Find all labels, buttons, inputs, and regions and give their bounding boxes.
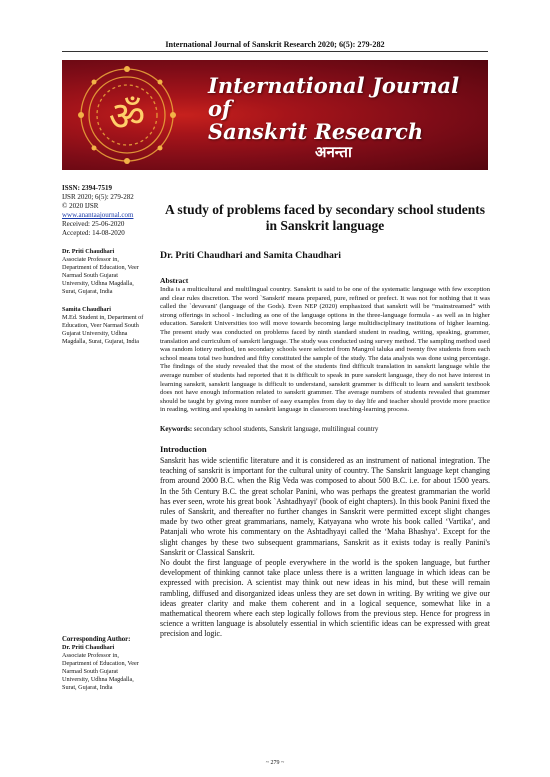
introduction-heading: Introduction — [160, 443, 207, 454]
corresponding-author-line: Department of Education, Veer — [62, 660, 139, 667]
keywords-text: secondary school students, Sanskrit language, multilingual country — [193, 425, 379, 433]
svg-text:ॐ: ॐ — [108, 94, 146, 140]
affiliation-line: Narmad South Gujarat — [62, 272, 119, 279]
affiliation-line: Gujarat University, Udhna — [62, 330, 128, 337]
keywords — [160, 425, 490, 434]
affiliation-name: Dr. Priti Chaudhari — [62, 248, 115, 255]
article-metadata — [62, 184, 150, 346]
keywords-label: Keywords: — [160, 425, 193, 433]
banner-title — [208, 74, 488, 143]
affiliation-line: Surat, Gujarat, India — [62, 288, 113, 295]
journal-website-link[interactable]: www.anantaajournal.com — [62, 211, 134, 219]
issue-reference: IJSR 2020; 6(5): 279-282 — [62, 193, 134, 201]
banner-title-line1: International Journal of — [208, 73, 460, 121]
introduction-paragraph: No doubt the first language of people everywhere in the world is the spoken language, but further development of thinking cannot take place unless there is a written language in which ideas can be expressed with precision. A scientist may think out new ideas in his mind, but these will remain rambling, diffused and disorganized ideas unless they are set down in writing. By writing we give our ideas greater clarity and make them coherent and in a logical sequence, somewhat like in a mathematical theorem where each step logically follows from the previous step. Hence for progress in science a written language is absolutely essential in which scientific ideas can be expressed with great precision and logic. — [160, 557, 490, 639]
page-number: ~ 279 ~ — [265, 760, 285, 766]
corresponding-author-line: University, Udhna Magdalla, — [62, 676, 134, 683]
article-authors: Dr. Priti Chaudhari and Samita Chaudhari — [160, 250, 341, 261]
banner-subtitle: अनन्ता — [315, 143, 352, 161]
corresponding-author-label: Corresponding Author: — [62, 636, 131, 643]
abstract-text: India is a multicultural and multilingual country. Sanskrit is said to be one of the systematic language with few exception and clear rules discretion. The word `Sanskrit' means prepared, pure, refined or prefect. It was not for nothing that it was called the `devavani' (language of the Gods). Even NEP (2020) emphasized that sanskrit will be “mainstreamed” with strong offerings in school - including as one of the language options in the three-language formula - as well as in higher education. Sanskrit Universities too will move towards becoming large multidisciplinary institutions of higher learning. The present study was conducted on problems faced by ninth standard student in reading, writing, speaking, grammer, translation and curriculum of sanskrit language. The study was conducted using survey method. The sampling method used was random lottery method, ten secondary schools were selected from Mangrol taluka and twenty five students from each school means total two hundred and fifty constituted the sample of the study. The data analysis was done using percentage. The findings of the study revealed that the most of the students find difficult translation in sanskrit language while the average number of students had reported that it is difficult to speak in pure sanskrit language, they do not have interest in learning sanskrit, sanskrit language is difficult to understand, sanskrit grammer is difficult to learn and sanskrit textbook does not have enough information related to sanskrit grammer. The average numbers of students revealed that grammer should be taught by giving more number of easy examples from day to day life and teacher should provide more practice in reading, writing and speaking in sanskrit language in classroom teaching-learning process. — [160, 286, 490, 414]
article-title: A study of problems faced by secondary school students in Sanskrit language — [164, 202, 486, 233]
accepted-date: Accepted: 14-08-2020 — [62, 229, 125, 237]
affiliation-line: Department of Education, Veer — [62, 264, 139, 271]
banner-title-line2: Sanskrit Research — [208, 119, 424, 144]
affiliation-line: Associate Professor in, — [62, 256, 119, 263]
corresponding-author-line: Associate Professor in, — [62, 652, 119, 659]
issn: ISSN: 2394-7519 — [62, 184, 112, 192]
corresponding-author — [62, 636, 150, 692]
article-body — [160, 276, 490, 640]
received-date: Received: 25-06-2020 — [62, 220, 125, 228]
om-symbol-icon — [72, 64, 182, 166]
abstract-heading: Abstract — [160, 276, 189, 285]
journal-banner — [62, 60, 488, 170]
affiliation-line: Magdalla, Surat, Gujarat, India — [62, 338, 139, 345]
header-divider — [62, 51, 488, 52]
affiliation-line: Education, Veer Narmad South — [62, 322, 139, 329]
affiliation-line: M.Ed. Student in, Department of — [62, 314, 144, 321]
corresponding-author-line: Narmad South Gujarat — [62, 668, 119, 675]
copyright: © 2020 IJSR — [62, 202, 99, 210]
journal-header: International Journal of Sanskrit Research 2020; 6(5): 279-282 — [165, 40, 385, 49]
corresponding-author-line: Surat, Gujarat, India — [62, 684, 113, 691]
introduction-paragraph: Sanskrit has wide scientific literature and it is considered as an instrument of national integration. The teaching of sanskrit is important for the cultural unity of country. The Sanskrit language kept changing from around 2000 B.C. when the Rig Veda was composed to about 500 B.C. i.e. for about 1500 years. In the 5th Century B.C. the great scholar Panini, who was perhaps the greatest grammarian the world has ever seen, wrote his great book `Ashtadhyayi' (book of eight chapters). In this book Panini fixed the rules of Sanskrit, and thereafter no further changes in Sanskrit were permitted except slight changes made by two other great grammarians, namely, Katyayana who wrote his book called ‘Vartika’, and Patanjali who wrote his commentary on the Ashtadhyayi called the ‘Maha Bhashya’. Except for the slight changes by these two subsequent grammarians, Sanskrit as it exists today is really Panini's Sanskrit or Classical Sanskrit. — [160, 455, 490, 557]
affiliation-name: Samita Chaudhari — [62, 306, 111, 313]
affiliation-line: University, Udhna Magdalla, — [62, 280, 134, 287]
corresponding-author-name: Dr. Priti Chaudhari — [62, 644, 115, 651]
